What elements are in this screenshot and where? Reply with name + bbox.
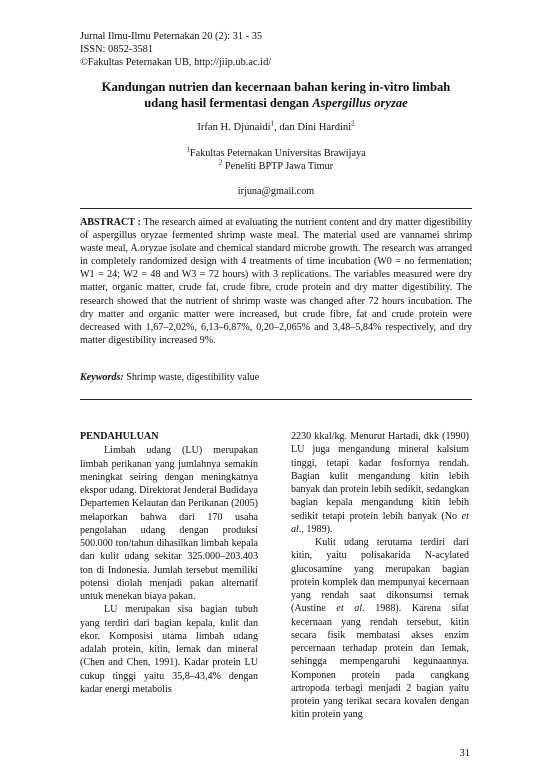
right-p2-etal: et al [336, 603, 363, 615]
abstract [80, 216, 472, 347]
affiliation-1-text: Fakultas Peternakan Universitas Brawijaya [189, 148, 366, 159]
right-paragraph-1 [291, 430, 469, 536]
right-p1-text-b: ., 1989). [298, 523, 333, 535]
affiliation-1 [80, 147, 472, 160]
right-p2-text-a: Kulit udang terutama terdiri dari kitin, yaitu polisakarida N-acylated glucosamine yang merupakan bagian protein komplek dan mempunyai kecernaan yang rendah saat dikonsumsi ternak (Austine [291, 537, 469, 615]
left-column [80, 430, 258, 696]
author-1-affil-mark: 1 [270, 119, 275, 128]
affiliation-1-mark: 1 [186, 145, 190, 154]
journal-citation: Jurnal Ilmu-Ilmu Peternakan 20 (2): 31 - 35 [80, 31, 263, 42]
abstract-text: The research aimed at evaluating the nutrient content and dry matter digestibility of aspergillus oryzae fermented shrimp waste meal. The material used are vannamei shrimp waste meal, A.oryzae isolate and chemical standard microbe growth. The research was arranged in completely randomized design with 4 treatments of time incubation (W0 = no fermentation; W1 = 24; W2 = 48 and W3 = 72 hours) with 3 replications. The variables measured were dry matter, organic matter, crude fat, crude fibre, crude protein and dry matter digestibility. The research showed that the nutrient of shrimp waste was changed after 72 hours incubation. The dry matter and organic matter were increased, but crude fibre, fat and crude protein were decreased with 1,67–2,02%, 6,13–6,87%, 0,20–2,065% and 3,48–5,84% respectively, and dry matter digestibility increased 9%. [80, 217, 473, 346]
author-separator: , dan [274, 122, 298, 133]
title-line-2-text: udang hasil fermentasi dengan [144, 96, 313, 110]
paper-title [80, 79, 472, 111]
author-email[interactable]: irjuna@gmail.com [237, 186, 315, 197]
keywords-label: Keywords: [80, 372, 124, 383]
divider-bottom [80, 399, 472, 400]
right-paragraph-2 [291, 536, 469, 722]
title-line-2 [80, 95, 472, 111]
affiliation-2-text: Peneliti BPTP Jawa Timur [222, 161, 334, 172]
title-species: Aspergillus oryzae [312, 96, 408, 110]
author-2-affil-mark: 2 [351, 119, 355, 128]
title-line-1: Kandungan nutrien dan kecernaan bahan kering in-vitro limbah [101, 80, 451, 94]
affiliations [80, 147, 472, 173]
keywords [80, 372, 472, 383]
affiliation-2 [80, 160, 472, 173]
author-list [80, 119, 472, 133]
affiliation-2-mark: 2 [218, 158, 223, 167]
right-p2-text-b: . 1988). Karena sifat kecernaan yang rendah tersebut, kitin secara fisik membatasi akses enzim percernaan terhadap protein dan lemak, sehingga mempengaruhi kegunaannya. Komponen protein pada cangkang artropoda terbagi menjadi 2 bagian yaitu protein yang terikat secara kovalen dengan kitin protein yang [291, 603, 469, 721]
author-2: Dini Hardini [297, 122, 352, 133]
abstract-label: ABSTRACT : [80, 217, 141, 228]
left-paragraph-2: LU merupakan sisa bagian tubuh yang terdiri dari bagian kepala, kulit dan ekor. Komposisi utama limbah udang adalah protein, kitin, lemak dan mineral (Chen and Chen, 1991). Kadar protein LU cukup tinggi yaitu 35,8–43,4% dengan kadar energi metabolis [80, 604, 258, 695]
right-p1-text-a: 2230 kkal/kg. Menurut Hartadi, dkk (1990) LU juga mengandung mineral kalsium tinggi, tetapi kadar fosfornya rendah. Bagian kulit mengandung kitin lebih banyak dan protein lebih sedikit, sedangkan bagian kepala mengandung kitin lebih sedikit tetapi protein lebih banyak (No [291, 431, 469, 522]
right-column [291, 430, 469, 722]
journal-issn: ISSN: 0852-3581 [80, 44, 154, 55]
divider-top [80, 208, 472, 209]
left-paragraph-1: Limbah udang (LU) merupakan limbah perikanan yang jumlahnya semakin meningkat seiring dengan meningkatnya ekspor udang. Direktorat Jenderal Budidaya Departemen Kelautan dan Perikanan (2005) melaporkan bahwa dari 170 usaha pengolahan udang dengan produksi 500.000 ton/tahun dihasilkan limbah kepala dan kulit udang sekitar 325.000–203.403 ton di Indonesia. Jumlah tersebut memiliki potensi diolah menjadi pakan alternatif untuk menekan biaya pakan. [80, 445, 258, 602]
journal-publisher: ©Fakultas Peternakan UB, http://jiip.ub.ac.id/ [80, 57, 272, 68]
section-heading-pendahuluan: PENDAHULUAN [80, 431, 159, 442]
page-number: 31 [459, 748, 470, 759]
journal-header [80, 30, 271, 69]
right-p1-etal: et al [291, 510, 469, 535]
author-1: Irfan H. Djunaidi [197, 122, 271, 133]
keywords-text: Shrimp waste, digestibility value [123, 372, 260, 383]
